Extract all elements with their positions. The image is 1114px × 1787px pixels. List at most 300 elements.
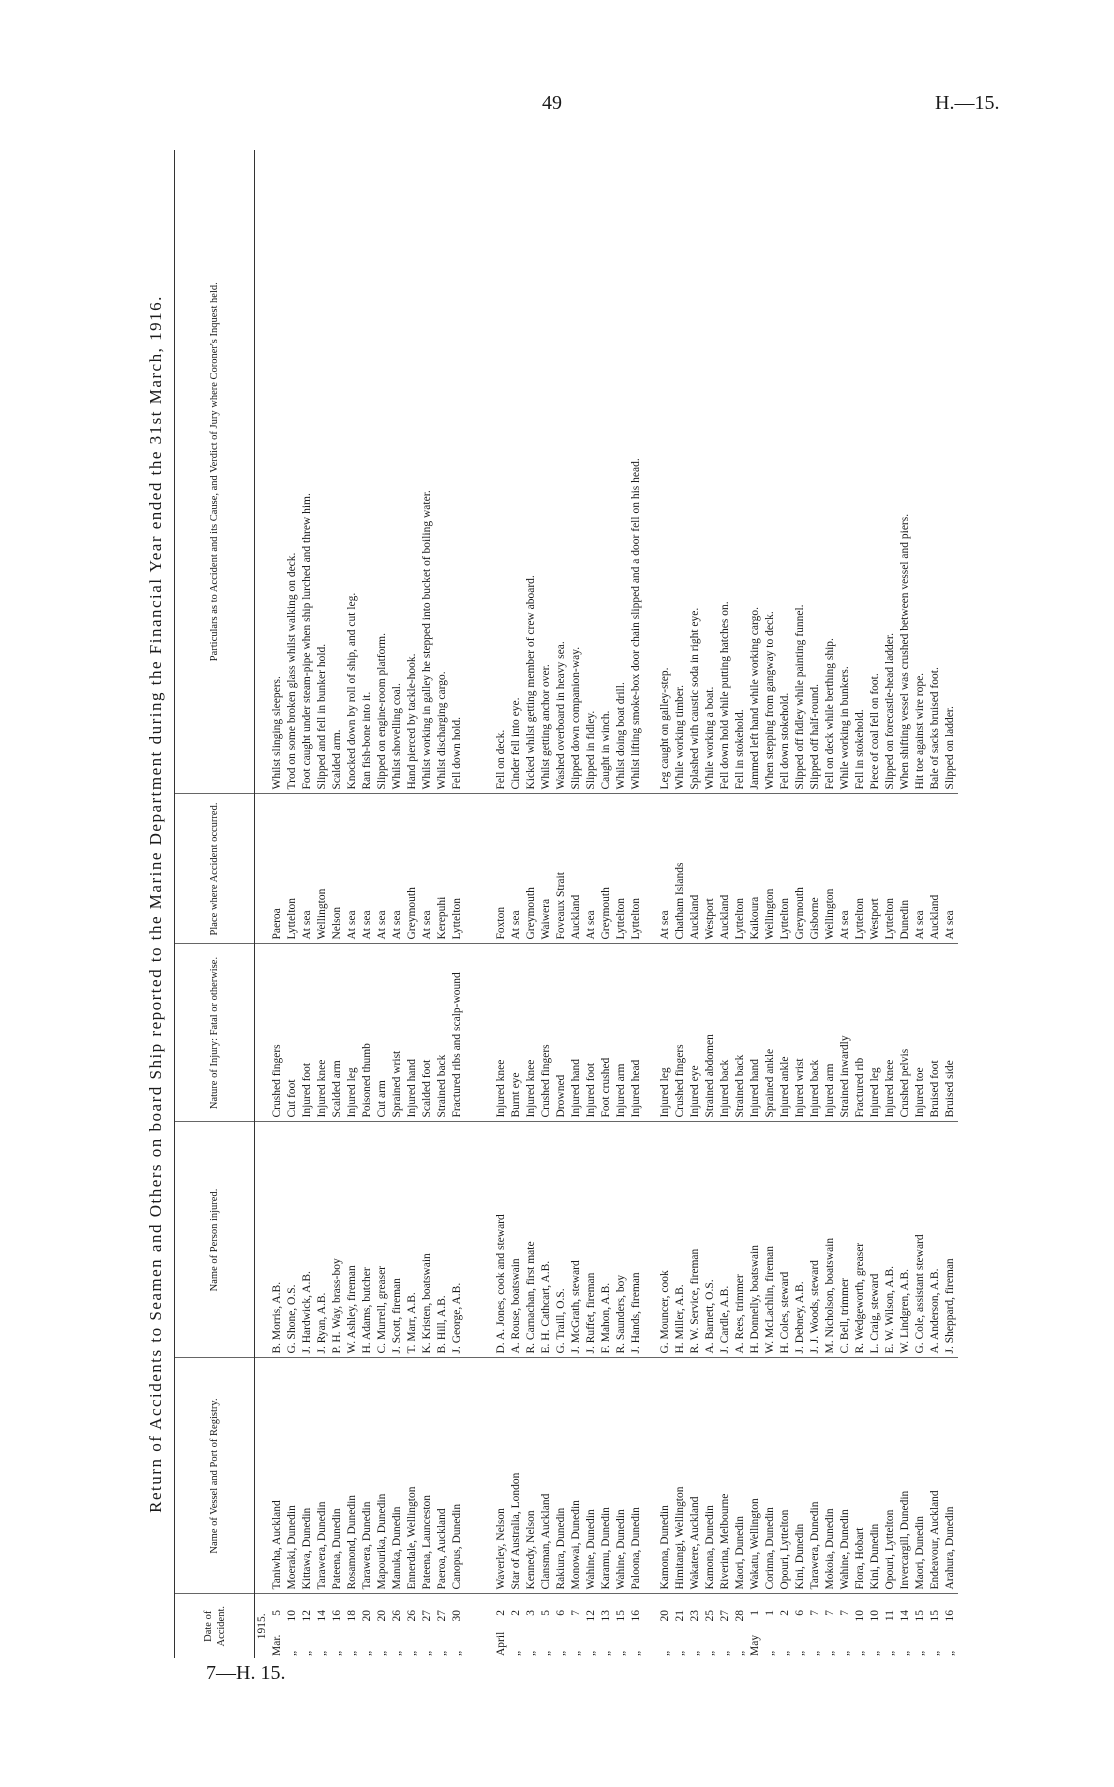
vessel-cell: Clansman, Auckland bbox=[539, 1358, 554, 1594]
year-row bbox=[255, 150, 271, 1658]
place-cell: Lyttelton bbox=[285, 794, 300, 944]
particulars-cell: Scalded arm. bbox=[330, 150, 345, 794]
date-month: „ bbox=[884, 1650, 896, 1656]
vessel-cell: Wakatu, Wellington bbox=[748, 1358, 763, 1594]
table-row bbox=[673, 150, 688, 1658]
table-row bbox=[868, 150, 883, 1658]
person-cell: G. Shone, O.S. bbox=[285, 1122, 300, 1358]
particulars-cell: Fell on deck while berthing ship. bbox=[823, 150, 838, 794]
particulars-cell: Caught in winch. bbox=[599, 150, 614, 794]
injury-cell: Cut foot bbox=[285, 944, 300, 1122]
place-cell: At sea bbox=[658, 794, 673, 944]
date-cell bbox=[315, 1594, 330, 1658]
date-month: „ bbox=[630, 1650, 642, 1656]
vessel-cell: Rosamond, Dunedin bbox=[345, 1358, 360, 1594]
place-cell: Greymouth bbox=[524, 794, 539, 944]
date-month: „ bbox=[615, 1650, 627, 1656]
date-day: 15 bbox=[914, 1610, 926, 1622]
header-date: Date of Accident. bbox=[175, 1594, 255, 1658]
date-day: 7 bbox=[839, 1610, 851, 1616]
date-month: „ bbox=[779, 1650, 791, 1656]
vessel-cell: Paeroa, Auckland bbox=[435, 1358, 450, 1594]
injury-cell: Injured arm bbox=[823, 944, 838, 1122]
date-month: „ bbox=[839, 1650, 851, 1656]
injury-cell: Injured knee bbox=[524, 944, 539, 1122]
table-row bbox=[270, 150, 285, 1658]
person-cell: A. Barnett, O.S. bbox=[703, 1122, 718, 1358]
vessel-cell: Pateena, Dunedin bbox=[330, 1358, 345, 1594]
injury-cell: Cut arm bbox=[375, 944, 390, 1122]
place-cell: Foveaux Strait bbox=[554, 794, 569, 944]
place-cell: Lyttelton bbox=[733, 794, 748, 944]
person-cell: A. Rouse, boatswain bbox=[509, 1122, 524, 1358]
injury-cell: Crushed fingers bbox=[673, 944, 688, 1122]
vessel-cell: Ennerdale, Wellington bbox=[405, 1358, 420, 1594]
injury-cell: Poisoned thumb bbox=[360, 944, 375, 1122]
table-row bbox=[614, 150, 629, 1658]
injury-cell: Sprained ankle bbox=[763, 944, 778, 1122]
table-row bbox=[853, 150, 868, 1658]
table-row bbox=[928, 150, 943, 1658]
injury-cell: Injured eye bbox=[688, 944, 703, 1122]
particulars-cell: Slipped down companion-way. bbox=[569, 150, 584, 794]
injury-cell: Injured back bbox=[718, 944, 733, 1122]
table-row bbox=[300, 150, 315, 1658]
date-day: 27 bbox=[719, 1610, 731, 1622]
date-cell bbox=[823, 1594, 838, 1658]
date-day: 1 bbox=[764, 1610, 776, 1616]
injury-cell: Injured leg bbox=[658, 944, 673, 1122]
place-cell: Waiwera bbox=[539, 794, 554, 944]
injury-cell: Injured leg bbox=[868, 944, 883, 1122]
table-row bbox=[823, 150, 838, 1658]
page-number: 49 bbox=[542, 92, 562, 114]
person-cell: E. W. Wilson, A.B. bbox=[883, 1122, 898, 1358]
table-row bbox=[688, 150, 703, 1658]
injury-cell: Strained inwardly bbox=[838, 944, 853, 1122]
date-cell bbox=[838, 1594, 853, 1658]
date-day: 20 bbox=[376, 1610, 388, 1622]
date-month: „ bbox=[809, 1650, 821, 1656]
injury-cell: Injured hand bbox=[748, 944, 763, 1122]
place-cell: At sea bbox=[360, 794, 375, 944]
place-cell: Auckland bbox=[928, 794, 943, 944]
vessel-cell: Tarawera, Dunedin bbox=[808, 1358, 823, 1594]
date-cell bbox=[330, 1594, 345, 1658]
date-month: „ bbox=[600, 1650, 612, 1656]
person-cell: T. Marr, A.B. bbox=[405, 1122, 420, 1358]
place-cell: At sea bbox=[838, 794, 853, 944]
place-cell: Foxton bbox=[494, 794, 509, 944]
vessel-cell: Maori, Dunedin bbox=[733, 1358, 748, 1594]
vessel-cell: Karamu, Dunedin bbox=[599, 1358, 614, 1594]
table-row bbox=[808, 150, 823, 1658]
date-day: 12 bbox=[301, 1610, 313, 1622]
date-day: 5 bbox=[271, 1610, 283, 1616]
date-month: „ bbox=[704, 1650, 716, 1656]
date-day: 10 bbox=[869, 1610, 881, 1622]
date-day: 7 bbox=[824, 1610, 836, 1616]
place-cell: Lyttelton bbox=[883, 794, 898, 944]
date-cell bbox=[883, 1594, 898, 1658]
vessel-cell: Waverley, Nelson bbox=[494, 1358, 509, 1594]
table-row bbox=[778, 150, 793, 1658]
place-cell: Greymouth bbox=[599, 794, 614, 944]
injury-cell: Crushed fingers bbox=[270, 944, 285, 1122]
person-cell: G. Mouncer, cook bbox=[658, 1122, 673, 1358]
vessel-cell: Mapourika, Dunedin bbox=[375, 1358, 390, 1594]
injury-cell: Fractured ribs and scalp-wound bbox=[450, 944, 480, 1122]
person-cell: K. Kristen, boatswain bbox=[420, 1122, 435, 1358]
date-cell bbox=[494, 1594, 509, 1658]
person-cell: L. Craig, steward bbox=[868, 1122, 883, 1358]
date-day: 21 bbox=[674, 1610, 686, 1622]
date-month: „ bbox=[555, 1650, 567, 1656]
date-cell bbox=[688, 1594, 703, 1658]
vessel-cell: Kittawa, Dunedin bbox=[300, 1358, 315, 1594]
particulars-cell: Fell down stokehold. bbox=[778, 150, 793, 794]
table-row bbox=[838, 150, 853, 1658]
particulars-cell: Cinder fell into eye. bbox=[509, 150, 524, 794]
table-row bbox=[494, 150, 509, 1658]
vessel-cell: Kamona, Dunedin bbox=[703, 1358, 718, 1594]
place-cell: Lyttelton bbox=[778, 794, 793, 944]
date-month: „ bbox=[376, 1650, 388, 1656]
injury-cell: Injured hand bbox=[569, 944, 584, 1122]
particulars-cell: Whilst lifting smoke-box door chain slipped and a door fell on his head. bbox=[629, 150, 644, 794]
place-cell: Auckland bbox=[569, 794, 584, 944]
particulars-cell: Slipped off fidley while painting funnel. bbox=[793, 150, 808, 794]
table-row bbox=[703, 150, 718, 1658]
table-row bbox=[569, 150, 584, 1658]
date-month: „ bbox=[824, 1650, 836, 1656]
date-cell bbox=[748, 1594, 763, 1658]
place-cell: Gisborne bbox=[808, 794, 823, 944]
date-month: „ bbox=[570, 1650, 582, 1656]
person-cell: J. Cardle, A.B. bbox=[718, 1122, 733, 1358]
place-cell: Westport bbox=[703, 794, 718, 944]
person-cell: R. Carnachan, first mate bbox=[524, 1122, 539, 1358]
date-day: 1 bbox=[749, 1610, 761, 1616]
date-month: „ bbox=[436, 1650, 448, 1656]
table-row bbox=[943, 150, 958, 1658]
person-cell: R. W. Service, fireman bbox=[688, 1122, 703, 1358]
injury-cell: Injured toe bbox=[913, 944, 928, 1122]
person-cell: B. Morris, A.B. bbox=[270, 1122, 285, 1358]
date-month: „ bbox=[674, 1650, 686, 1656]
table-row bbox=[658, 150, 673, 1658]
date-cell bbox=[943, 1594, 958, 1658]
date-cell bbox=[569, 1594, 584, 1658]
accidents-table bbox=[174, 150, 958, 1658]
place-cell: At sea bbox=[300, 794, 315, 944]
particulars-cell: Trod on some broken glass whilst walking on deck. bbox=[285, 150, 300, 794]
injury-cell: Strained back bbox=[733, 944, 748, 1122]
vessel-cell: Kini, Dunedin bbox=[868, 1358, 883, 1594]
date-cell bbox=[793, 1594, 808, 1658]
date-month: „ bbox=[899, 1650, 911, 1656]
person-cell: B. Hill, A.B. bbox=[435, 1122, 450, 1358]
vessel-cell: Flora, Hobart bbox=[853, 1358, 868, 1594]
date-cell bbox=[360, 1594, 375, 1658]
place-cell: At sea bbox=[345, 794, 360, 944]
date-month: „ bbox=[540, 1650, 552, 1656]
date-cell bbox=[420, 1594, 435, 1658]
injury-cell: Scalded arm bbox=[330, 944, 345, 1122]
person-cell: J. J. Woods, steward bbox=[808, 1122, 823, 1358]
vessel-cell: Mokoia, Dunedin bbox=[823, 1358, 838, 1594]
table-row bbox=[539, 150, 554, 1658]
person-cell: J. McGrath, steward bbox=[569, 1122, 584, 1358]
vessel-cell: Invercargill, Dunedin bbox=[898, 1358, 913, 1594]
table-row bbox=[285, 150, 300, 1658]
table-row bbox=[629, 150, 644, 1658]
date-day: 2 bbox=[779, 1610, 791, 1616]
date-month: „ bbox=[659, 1650, 671, 1656]
person-cell: P. H. Way, brass-boy bbox=[330, 1122, 345, 1358]
footer-code: 7—H. 15. bbox=[206, 1662, 286, 1684]
person-cell: M. Nicholson, boatswain bbox=[823, 1122, 838, 1358]
particulars-cell: Bale of sacks bruised foot. bbox=[928, 150, 943, 794]
injury-cell: Injured leg bbox=[345, 944, 360, 1122]
date-day: 7 bbox=[570, 1610, 582, 1616]
injury-cell: Crushed fingers bbox=[539, 944, 554, 1122]
vessel-cell: Monowai, Dunedin bbox=[569, 1358, 584, 1594]
date-month: „ bbox=[525, 1650, 537, 1656]
table-row bbox=[883, 150, 898, 1658]
vessel-cell: Pateena, Launceston bbox=[420, 1358, 435, 1594]
date-day: 15 bbox=[929, 1610, 941, 1622]
date-month: „ bbox=[914, 1650, 926, 1656]
person-cell: G. Traill, O.S. bbox=[554, 1122, 569, 1358]
date-day: 13 bbox=[600, 1610, 612, 1622]
person-cell: E. H. Cathcart, A.B. bbox=[539, 1122, 554, 1358]
injury-cell: Injured hand bbox=[405, 944, 420, 1122]
particulars-cell: When stepping from gangway to deck. bbox=[763, 150, 778, 794]
date-month: „ bbox=[406, 1650, 418, 1656]
particulars-cell: Fell in stokehold. bbox=[733, 150, 748, 794]
date-cell bbox=[629, 1594, 644, 1658]
particulars-cell: Slipped in fidley. bbox=[584, 150, 599, 794]
vessel-cell: Kini, Dunedin bbox=[793, 1358, 808, 1594]
particulars-cell: Whilst slinging sleepers. bbox=[270, 150, 285, 794]
injury-cell: Strained abdomen bbox=[703, 944, 718, 1122]
place-cell: Lyttelton bbox=[614, 794, 629, 944]
date-cell bbox=[898, 1594, 913, 1658]
place-cell: At sea bbox=[943, 794, 958, 944]
date-cell bbox=[450, 1594, 480, 1658]
vessel-cell: Wahine, Dunedin bbox=[614, 1358, 629, 1594]
date-day: 28 bbox=[734, 1610, 746, 1622]
place-cell: At sea bbox=[913, 794, 928, 944]
date-day: 10 bbox=[854, 1610, 866, 1622]
date-month: Mar. bbox=[271, 1634, 283, 1656]
date-cell bbox=[928, 1594, 943, 1658]
place-cell: At sea bbox=[375, 794, 390, 944]
date-month: „ bbox=[421, 1650, 433, 1656]
date-month: „ bbox=[301, 1650, 313, 1656]
date-day: 11 bbox=[884, 1610, 896, 1622]
table-row bbox=[330, 150, 345, 1658]
date-month: „ bbox=[361, 1650, 373, 1656]
date-cell bbox=[614, 1594, 629, 1658]
person-cell: J. George, A.B. bbox=[450, 1122, 480, 1358]
person-cell: F. Mahon, A.B. bbox=[599, 1122, 614, 1358]
vessel-cell: Canopus, Dunedin bbox=[450, 1358, 480, 1594]
injury-cell: Injured knee bbox=[494, 944, 509, 1122]
vessel-cell: Wakatere, Auckland bbox=[688, 1358, 703, 1594]
date-cell bbox=[524, 1594, 539, 1658]
table-row bbox=[509, 150, 524, 1658]
date-day: 26 bbox=[406, 1610, 418, 1622]
person-cell: J. Hands, fireman bbox=[629, 1122, 644, 1358]
vessel-cell: Star of Australia, London bbox=[509, 1358, 524, 1594]
date-day: 5 bbox=[540, 1610, 552, 1616]
date-month: „ bbox=[451, 1650, 463, 1656]
injury-cell: Burnt eye bbox=[509, 944, 524, 1122]
injury-cell: Crushed pelvis bbox=[898, 944, 913, 1122]
table-row bbox=[733, 150, 748, 1658]
injury-cell: Scalded foot bbox=[420, 944, 435, 1122]
date-day: 16 bbox=[944, 1610, 956, 1622]
particulars-cell: Washed overboard in heavy sea. bbox=[554, 150, 569, 794]
particulars-cell: Whilst discharging cargo. bbox=[435, 150, 450, 794]
date-cell bbox=[868, 1594, 883, 1658]
person-cell: J. Ruffet, fireman bbox=[584, 1122, 599, 1358]
date-cell bbox=[853, 1594, 868, 1658]
place-cell: Wellington bbox=[763, 794, 778, 944]
date-cell bbox=[658, 1594, 673, 1658]
date-day: 6 bbox=[555, 1610, 567, 1616]
date-month: „ bbox=[316, 1650, 328, 1656]
vessel-cell: Maori, Dunedin bbox=[913, 1358, 928, 1594]
date-day: 27 bbox=[421, 1610, 433, 1622]
place-cell: At sea bbox=[420, 794, 435, 944]
date-month: April bbox=[495, 1631, 507, 1656]
date-month: „ bbox=[286, 1650, 298, 1656]
vessel-cell: Opouri, Lyttelton bbox=[778, 1358, 793, 1594]
table-row bbox=[345, 150, 360, 1658]
person-cell: C. Bell, trimmer bbox=[838, 1122, 853, 1358]
particulars-cell: Kicked whilst getting member of crew aboard. bbox=[524, 150, 539, 794]
particulars-cell: Fell on deck. bbox=[494, 150, 509, 794]
table-row bbox=[315, 150, 330, 1658]
date-day: 16 bbox=[331, 1610, 343, 1622]
person-cell: J. Hardwick, A.B. bbox=[300, 1122, 315, 1358]
place-cell: Auckland bbox=[688, 794, 703, 944]
date-cell bbox=[763, 1594, 778, 1658]
place-cell: Greymouth bbox=[405, 794, 420, 944]
vessel-cell: Wahine, Dunedin bbox=[838, 1358, 853, 1594]
person-cell: H. Coles, steward bbox=[778, 1122, 793, 1358]
date-cell bbox=[778, 1594, 793, 1658]
date-month: „ bbox=[391, 1650, 403, 1656]
person-cell: H. Miller, A.B. bbox=[673, 1122, 688, 1358]
vessel-cell: Taniwha, Auckland bbox=[270, 1358, 285, 1594]
injury-cell: Strained back bbox=[435, 944, 450, 1122]
particulars-cell: Knocked down by roll of ship, and cut leg. bbox=[345, 150, 360, 794]
particulars-cell: Slipped on engine-room platform. bbox=[375, 150, 390, 794]
page-title: Return of Accidents to Seamen and Others on board Ship reported to the Marine Department during the Financial Year ended the 31st March, 1916. bbox=[146, 295, 165, 1513]
date-cell bbox=[435, 1594, 450, 1658]
date-cell bbox=[375, 1594, 390, 1658]
person-cell: J. Ryan, A.B. bbox=[315, 1122, 330, 1358]
date-cell bbox=[673, 1594, 688, 1658]
injury-cell: Injured wrist bbox=[793, 944, 808, 1122]
injury-cell: Injured knee bbox=[315, 944, 330, 1122]
injury-cell: Injured knee bbox=[883, 944, 898, 1122]
date-cell bbox=[270, 1594, 285, 1658]
group-gap bbox=[480, 150, 494, 1658]
place-cell: Dunedin bbox=[898, 794, 913, 944]
table-row bbox=[898, 150, 913, 1658]
date-day: 7 bbox=[809, 1610, 821, 1616]
date-month: „ bbox=[929, 1650, 941, 1656]
person-cell: H. Donnelly, boatswain bbox=[748, 1122, 763, 1358]
date-cell bbox=[584, 1594, 599, 1658]
table-row bbox=[599, 150, 614, 1658]
date-month: „ bbox=[854, 1650, 866, 1656]
vessel-cell: Arahura, Dunedin bbox=[943, 1358, 958, 1594]
particulars-cell: Foot caught under steam-pipe when ship lurched and threw him. bbox=[300, 150, 315, 794]
place-cell: Wellington bbox=[315, 794, 330, 944]
vessel-cell: Moeraki, Dunedin bbox=[285, 1358, 300, 1594]
particulars-cell: When shifting vessel was crushed between vessel and piers. bbox=[898, 150, 913, 794]
table-row bbox=[913, 150, 928, 1658]
date-month: „ bbox=[869, 1650, 881, 1656]
person-cell: A. Rees, trimmer bbox=[733, 1122, 748, 1358]
injury-cell: Bruised side bbox=[943, 944, 958, 1122]
table-row bbox=[375, 150, 390, 1658]
date-cell bbox=[808, 1594, 823, 1658]
vessel-cell: Kennedy, Nelson bbox=[524, 1358, 539, 1594]
person-cell: W. McLachlin, fireman bbox=[763, 1122, 778, 1358]
date-cell bbox=[345, 1594, 360, 1658]
particulars-cell: Slipped off half-round. bbox=[808, 150, 823, 794]
date-day: 20 bbox=[659, 1610, 671, 1622]
rotated-return-table bbox=[138, 150, 1018, 1658]
table-row bbox=[524, 150, 539, 1658]
person-cell: R. Saunders, boy bbox=[614, 1122, 629, 1358]
date-day: 2 bbox=[510, 1610, 522, 1616]
date-cell bbox=[733, 1594, 748, 1658]
date-day: 10 bbox=[286, 1610, 298, 1622]
particulars-cell: Slipped on forecastle-head ladder. bbox=[883, 150, 898, 794]
date-month: „ bbox=[346, 1650, 358, 1656]
particulars-cell: While working a boat. bbox=[703, 150, 718, 794]
particulars-cell: Whilst doing boat drill. bbox=[614, 150, 629, 794]
vessel-cell: Kamona, Dunedin bbox=[658, 1358, 673, 1594]
date-cell bbox=[390, 1594, 405, 1658]
date-day: 3 bbox=[525, 1610, 537, 1616]
header-person: Name of Person injured. bbox=[175, 1122, 255, 1358]
vessel-cell: Paloona, Dunedin bbox=[629, 1358, 644, 1594]
injury-cell: Injured head bbox=[629, 944, 644, 1122]
place-cell: Kaikoura bbox=[748, 794, 763, 944]
person-cell: J. Scott, fireman bbox=[390, 1122, 405, 1358]
person-cell: A. Anderson, A.B. bbox=[928, 1122, 943, 1358]
date-day: 27 bbox=[436, 1610, 448, 1622]
date-month: „ bbox=[719, 1650, 731, 1656]
date-cell bbox=[554, 1594, 569, 1658]
particulars-cell: Slipped on ladder. bbox=[943, 150, 958, 794]
particulars-cell: While working timber. bbox=[673, 150, 688, 794]
injury-cell: Bruised foot bbox=[928, 944, 943, 1122]
vessel-cell: Opouri, Lyttelton bbox=[883, 1358, 898, 1594]
page-code: H.—15. bbox=[935, 92, 1000, 114]
table-row bbox=[405, 150, 420, 1658]
table-row bbox=[793, 150, 808, 1658]
